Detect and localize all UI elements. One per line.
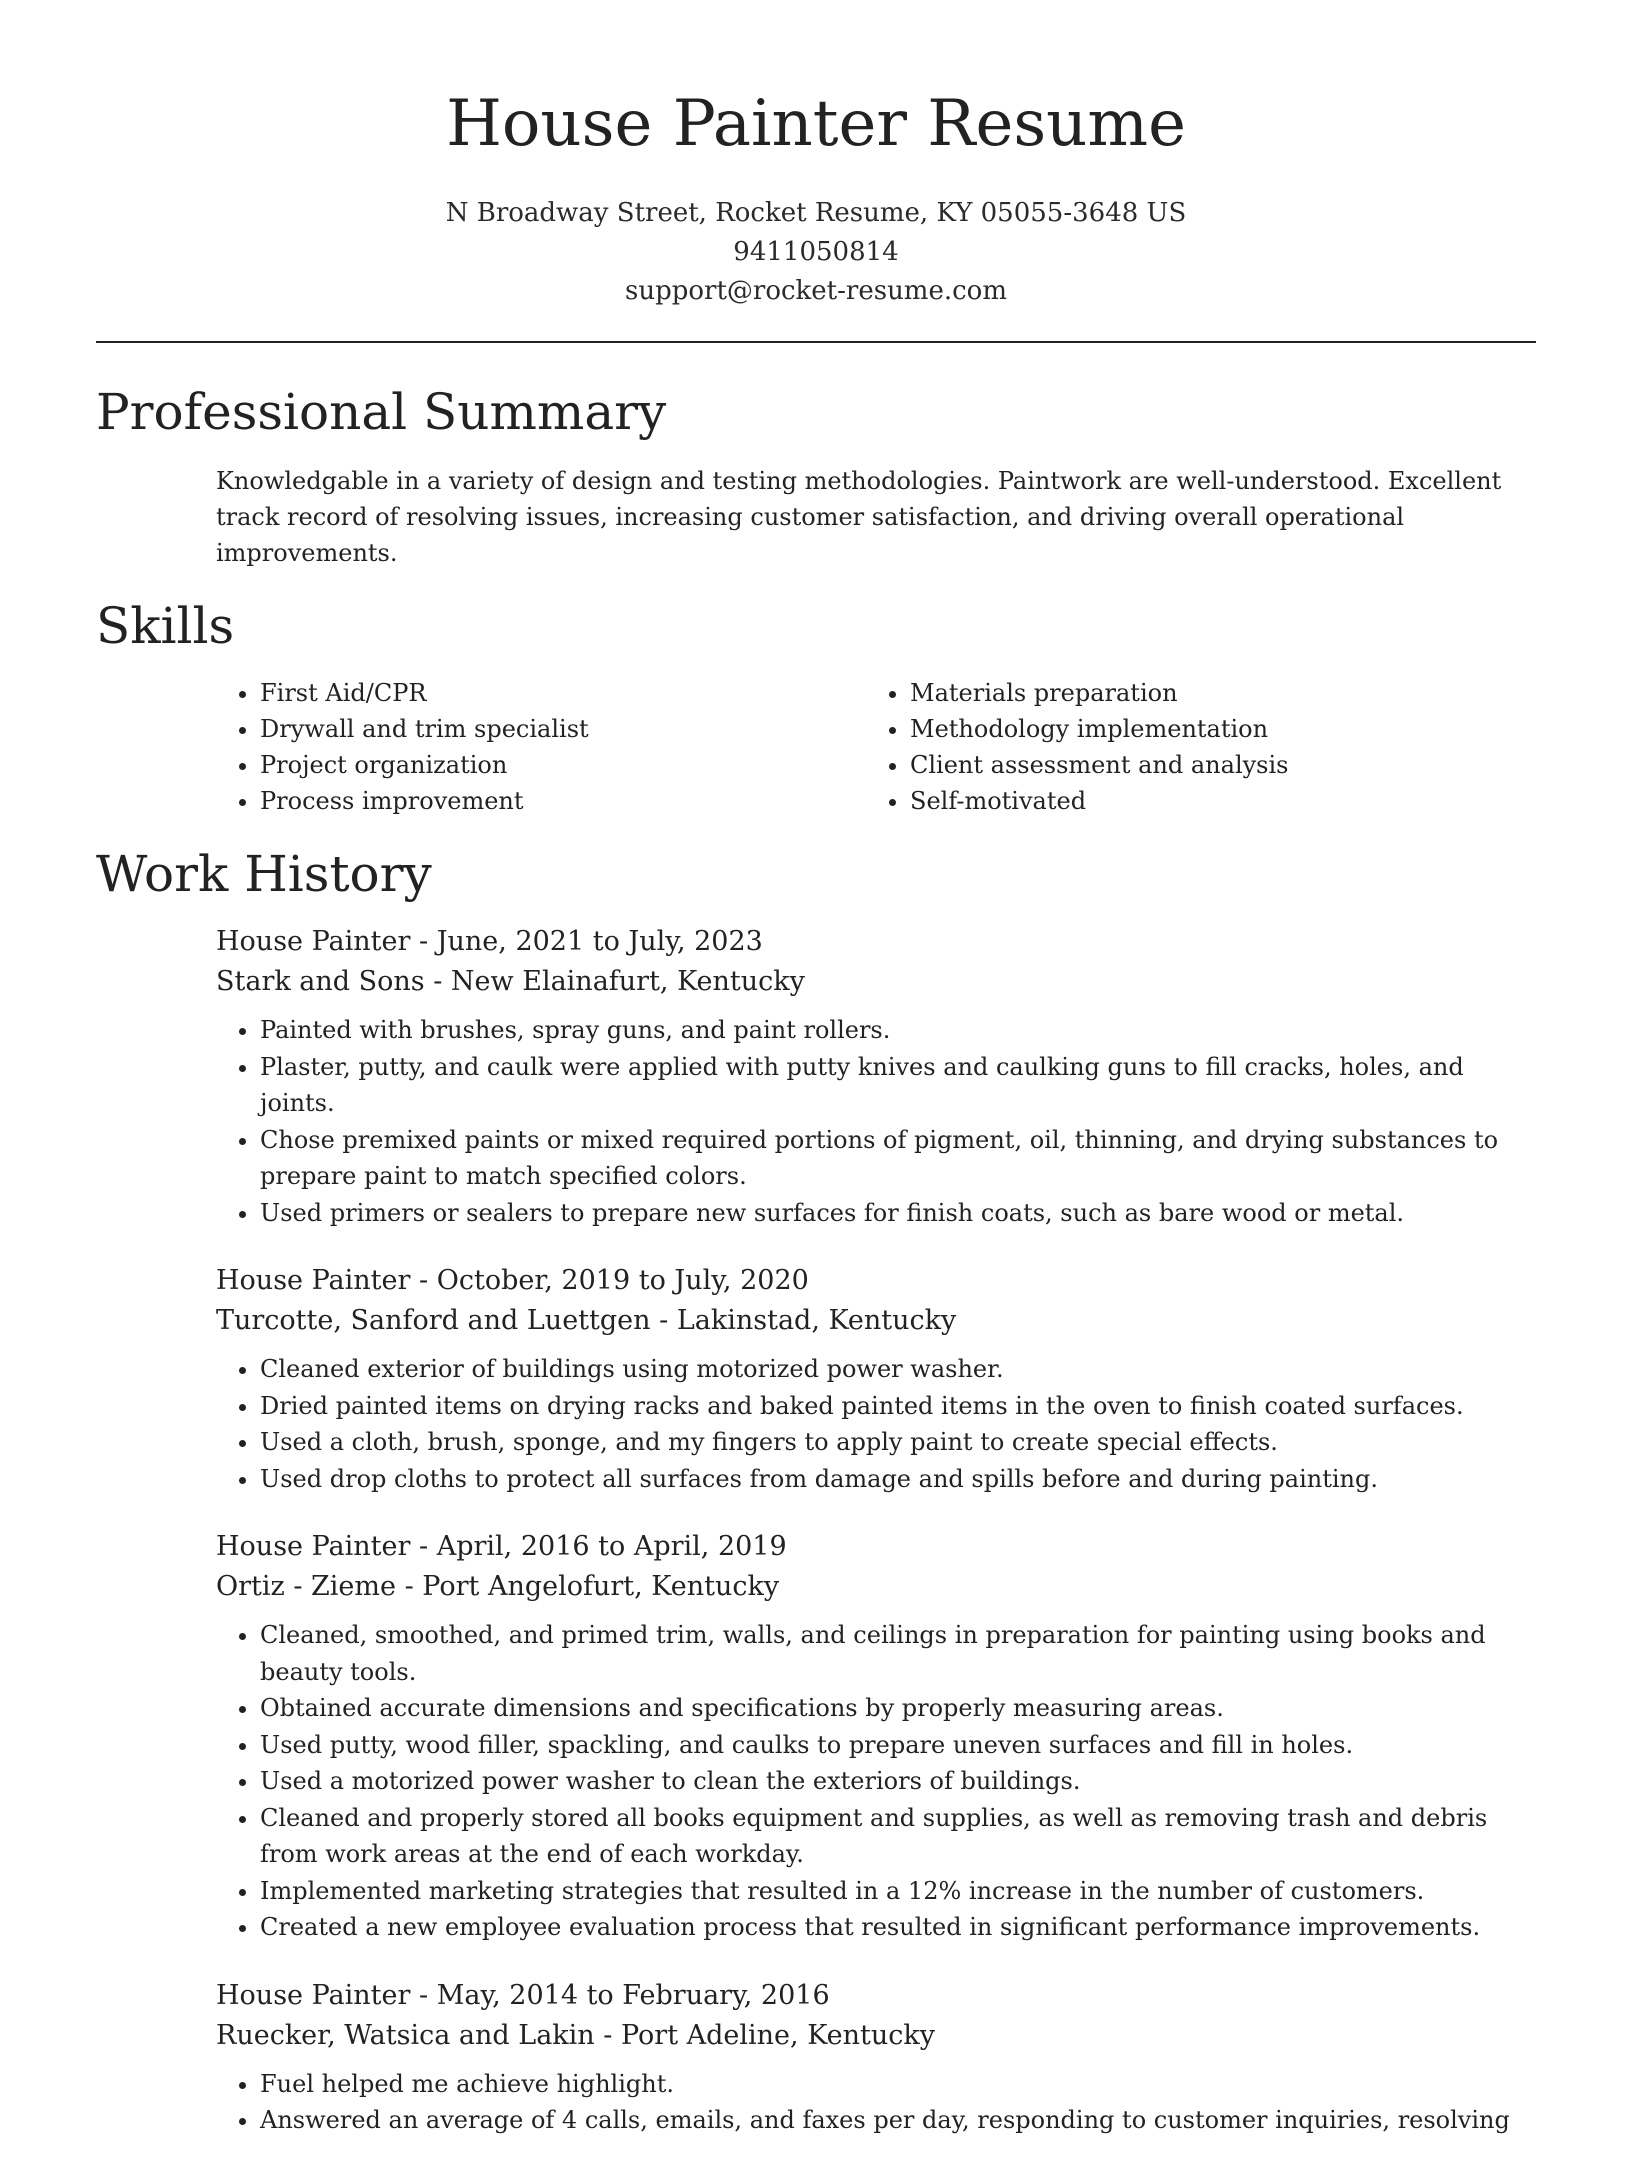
summary-heading: Professional Summary (96, 383, 667, 441)
job-title: House Painter - May, 2014 to February, 2016 (216, 1979, 830, 2011)
job-bullets (216, 1351, 1516, 1497)
resume-title: House Painter Resume (446, 87, 1186, 161)
summary-section (216, 463, 1516, 571)
skill-item: • Self-motivated (910, 783, 1516, 819)
job-employer: Ortiz - Zieme - Port Angelofurt, Kentucky (216, 1571, 780, 1602)
skill-item: • Drywall and trim specialist (260, 711, 866, 747)
job-bullet: • Fuel helped me achieve highlight. (260, 2066, 1516, 2103)
skills-column-left (216, 675, 866, 819)
job-bullet: • Used drop cloths to protect all surfaces from damage and spills before and during painting. (260, 1461, 1516, 1498)
job-title: House Painter - October, 2019 to July, 2020 (216, 1265, 809, 1296)
job-bullets (216, 2066, 1516, 2139)
skill-item: • Project organization (260, 747, 866, 783)
job-bullet: • Painted with brushes, spray guns, and paint rollers. (260, 1012, 1516, 1049)
work-history-section (216, 922, 1516, 2169)
job-bullets (216, 1012, 1516, 1231)
job-employer: Ruecker, Watsica and Lakin - Port Adeline, Kentucky (216, 2019, 935, 2051)
job-bullet: • Chose premixed paints or mixed required portions of pigment, oil, thinning, and drying substances to prepare paint to match specified colors. (260, 1122, 1516, 1195)
job-bullets (216, 1617, 1516, 1946)
job-bullet: • Used a motorized power washer to clean the exteriors of buildings. (260, 1763, 1516, 1800)
job-title: House Painter - April, 2016 to April, 2019 (216, 1531, 787, 1562)
job-bullet: • Obtained accurate dimensions and specifications by properly measuring areas. (260, 1690, 1516, 1727)
contact-phone: 9411050814 (733, 237, 899, 267)
job-entry (216, 922, 1516, 1231)
job-bullet: • Plaster, putty, and caulk were applied with putty knives and caulking guns to fill cracks, holes, and joints. (260, 1049, 1516, 1122)
job-entry (216, 1261, 1516, 1497)
skill-item: • Methodology implementation (910, 711, 1516, 747)
skills-heading: Skills (96, 597, 235, 655)
header-divider (96, 341, 1536, 343)
job-bullet: • Cleaned and properly stored all books equipment and supplies, as well as removing trash and debris from work areas at the end of each workday. (260, 1800, 1516, 1873)
job-title: House Painter - June, 2021 to July, 2023 (216, 926, 763, 957)
contact-address: N Broadway Street, Rocket Resume, KY 05055-3648 US (445, 198, 1187, 228)
job-bullet: • Used putty, wood filler, spackling, and caulks to prepare uneven surfaces and fill in holes. (260, 1727, 1516, 1764)
skills-section (216, 675, 1516, 819)
job-bullet: • Dried painted items on drying racks and baked painted items in the oven to finish coated surfaces. (260, 1388, 1516, 1425)
skills-columns (216, 675, 1516, 819)
resume-header (0, 0, 1632, 311)
job-employer: Turcotte, Sanford and Luettgen - Lakinstad, Kentucky (216, 1305, 957, 1336)
job-bullet: • Created a new employee evaluation process that resulted in significant performance improvements. (260, 1909, 1516, 1946)
skill-item: • First Aid/CPR (260, 675, 866, 711)
job-bullet: • Used primers or sealers to prepare new surfaces for finish coats, such as bare wood or metal. (260, 1195, 1516, 1232)
skill-item: • Materials preparation (910, 675, 1516, 711)
contact-email: support@rocket-resume.com (624, 276, 1007, 306)
job-bullet: • Used a cloth, brush, sponge, and my fingers to apply paint to create special effects. (260, 1424, 1516, 1461)
job-bullet: • Answered an average of 4 calls, emails, and faxes per day, responding to customer inquiries, resolving (260, 2102, 1516, 2139)
job-entry (216, 1527, 1516, 1946)
skills-list-left (216, 675, 866, 819)
skill-item: • Client assessment and analysis (910, 747, 1516, 783)
work-history-heading: Work History (96, 845, 432, 903)
job-bullet: • Cleaned, smoothed, and primed trim, walls, and ceilings in preparation for painting using books and beauty tools. (260, 1617, 1516, 1690)
skills-column-right (866, 675, 1516, 819)
skill-item: • Process improvement (260, 783, 866, 819)
job-entry (216, 1976, 1516, 2139)
job-employer: Stark and Sons - New Elainafurt, Kentucky (216, 966, 805, 997)
job-bullet: • Cleaned exterior of buildings using motorized power washer. (260, 1351, 1516, 1388)
skills-list-right (866, 675, 1516, 819)
job-bullet: • Implemented marketing strategies that resulted in a 12% increase in the number of customers. (260, 1873, 1516, 1910)
summary-text: Knowledgable in a variety of design and testing methodologies. Paintwork are well-understood. Excellent track record of resolving issues, increasing customer satisfaction, and driving overall operational improvements. (216, 467, 1502, 567)
contact-block (0, 194, 1632, 311)
